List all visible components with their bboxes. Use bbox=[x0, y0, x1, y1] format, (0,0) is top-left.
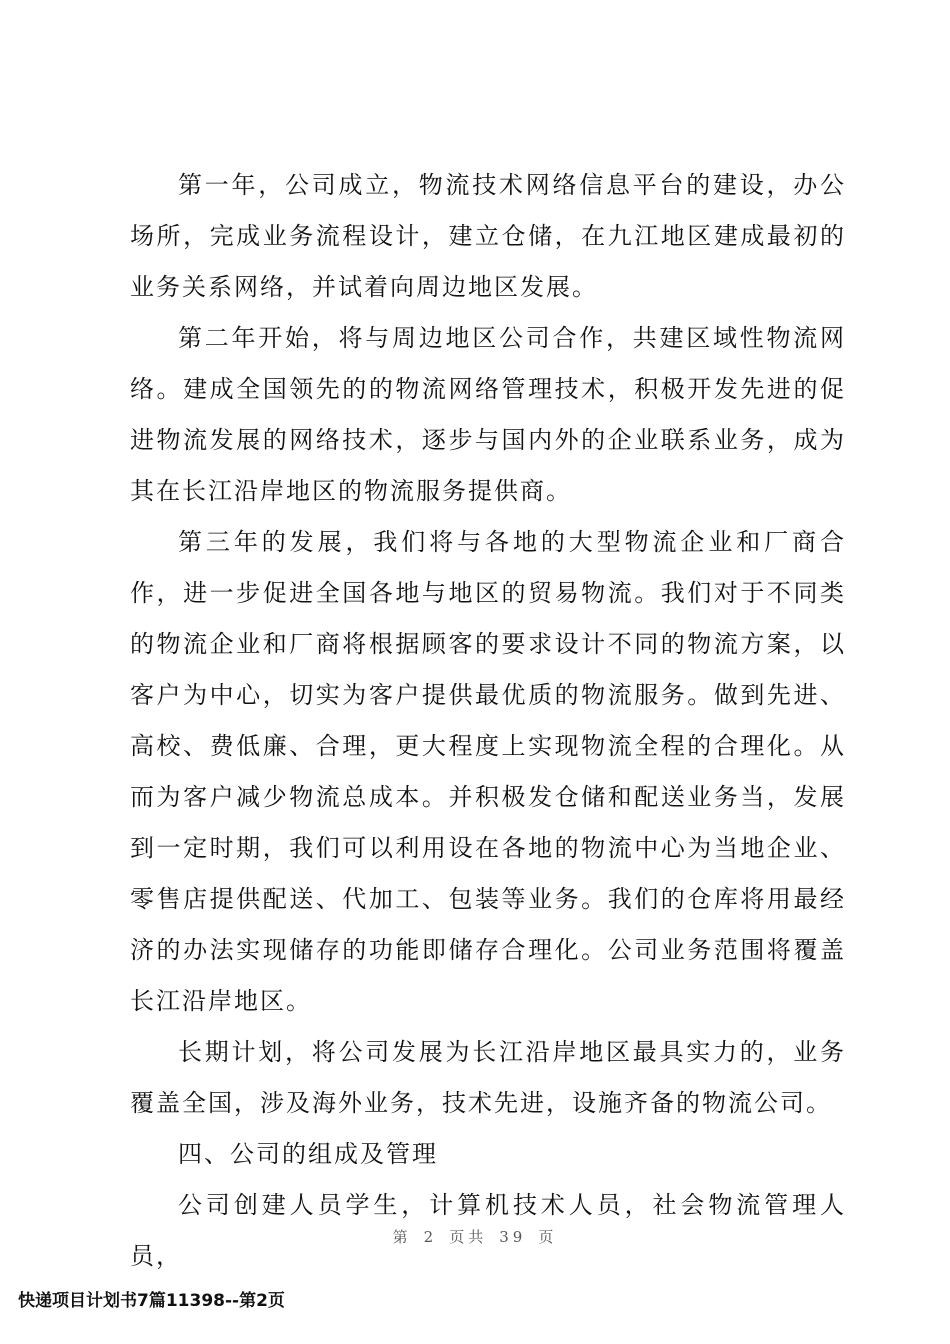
paragraph-long-term: 长期计划，将公司发展为长江沿岸地区最具实力的，业务覆盖全国，涉及海外业务，技术先进，设施齐备的物流公司。 bbox=[130, 1038, 846, 1117]
page-suffix: 页 bbox=[538, 1228, 558, 1246]
total-pages: 39 bbox=[499, 1228, 527, 1246]
document-body bbox=[130, 160, 846, 1282]
page-prefix: 第 bbox=[392, 1228, 412, 1246]
paragraph-company-composition: 公司创建人员学生，计算机技术人员，社会物流管理人员， bbox=[130, 1191, 846, 1270]
page-number: 2 bbox=[423, 1228, 438, 1246]
paragraph-year-two: 第二年开始，将与周边地区公司合作，共建区域性物流网络。建成全国领先的的物流网络管理技术，积极开发先进的促进物流发展的网络技术，逐步与国内外的企业联系业务，成为其在长江沿岸地区的物流服务提供商。 bbox=[130, 324, 846, 505]
document-caption: 快递项目计划书7篇11398--第2页 bbox=[18, 1291, 285, 1311]
page-middle: 页共 bbox=[449, 1228, 488, 1246]
paragraph-year-one: 第一年，公司成立，物流技术网络信息平台的建设，办公场所，完成业务流程设计，建立仓储，在九江地区建成最初的业务关系网络，并试着向周边地区发展。 bbox=[130, 171, 846, 301]
paragraph-year-three: 第三年的发展，我们将与各地的大型物流企业和厂商合作，进一步促进全国各地与地区的贸易物流。我们对于不同类的物流企业和厂商将根据顾客的要求设计不同的物流方案，以客户为中心，切实为客户提供最优质的物流服务。做到先进、高校、费低廉、合理，更大程度上实现物流全程的合理化。从而为客户减少物流总成本。并积极发仓储和配送业务当，发展到一定时期，我们可以利用设在各地的物流中心为当地企业、零售店提供配送、代加工、包装等业务。我们的仓库将用最经济的办法实现储存的功能即储存合理化。公司业务范围将覆盖长江沿岸地区。 bbox=[130, 528, 846, 1015]
page-number-footer bbox=[0, 1226, 950, 1247]
section-heading: 四、公司的组成及管理 bbox=[178, 1140, 438, 1168]
